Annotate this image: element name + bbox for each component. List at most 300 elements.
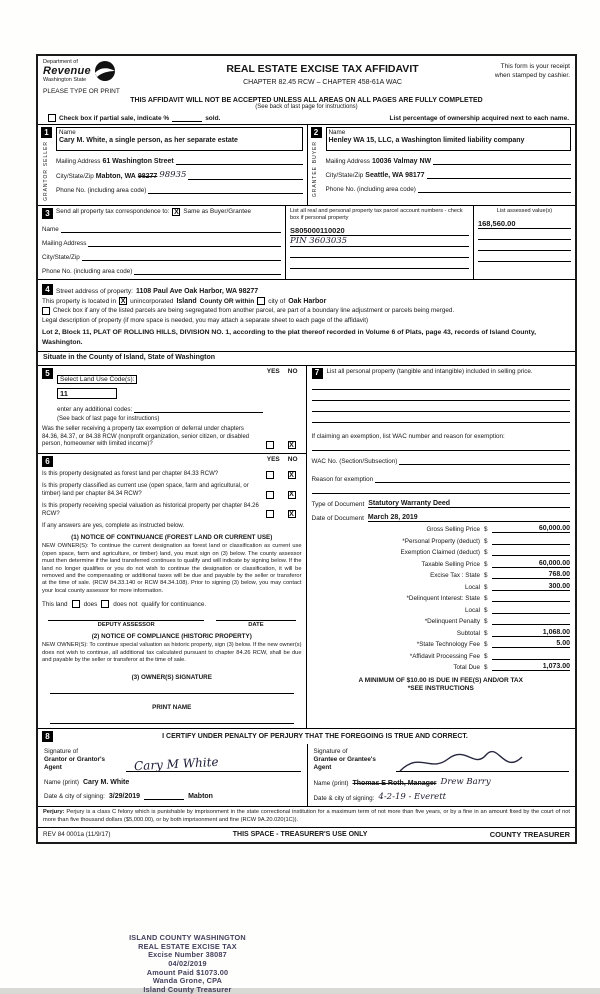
street-address-row [42,284,570,295]
section3-number: 3 [42,208,53,219]
located-in-label: This property is located in [42,298,117,306]
reason-label: Reason for exemption [311,475,374,483]
receipt-note-line2: when stamped by cashier. [494,71,570,79]
seller-name-label: Name [59,129,76,137]
city-of-label: city of [268,298,286,306]
stamp-excise-number: Excise Number 38087 [148,950,227,960]
print-name-label: PRINT NAME [152,704,192,712]
seller-mailing-value: 61 Washington Street [102,158,174,166]
land-use-label: Select Land Use Code(s): [57,375,137,384]
fee-row-gross [312,525,571,533]
right-column [307,366,576,729]
fee-label: *State Technology Fee [416,641,480,649]
use-codes-and-fees-section [38,365,575,729]
perjury-text: Perjury is a class C felony which is punishable by imprisonment in the state correctional institution for a maximum term of not more than five years, or by a fine in an amount fixed by the court of not more than five thousand dollars ($5,000.00), or by both imprisonment and fine (RCW 9A.20.020(1C)). [43,809,570,824]
if-yes-note: If any answers are yes, complete as instructed below. [42,523,185,530]
grantee-signature-row [314,746,570,772]
blank-line [399,456,570,465]
grantor-name-row [44,777,301,786]
fee-value: 768.00 [492,571,570,579]
seller-city-field [56,170,303,180]
reason-field [312,474,571,483]
fee-value [492,594,570,602]
does-label: does [83,601,98,609]
reet-affidavit-form [36,54,577,844]
doc-date-value: March 28, 2019 [368,514,570,522]
fee-row-excise-state [312,571,571,579]
yes-label: YES [266,367,280,375]
land-qualify-row [42,600,302,608]
buyer-mailing-label: Mailing Address [325,158,370,166]
no-label: NO [287,456,298,464]
dollar-sign: $ [484,583,488,591]
grantor-date-value: 3/29/2019 [108,793,141,801]
grantee-signature-label [314,748,392,773]
blank-line [290,247,469,258]
corr-name-label: Name [42,226,59,234]
fee-row-personal-property [312,537,571,545]
grantee-agent-label: Grantee or Grantee's Agent [313,756,376,772]
dollar-sign: $ [484,526,488,534]
fee-value: 1,068.00 [492,629,570,637]
seller-mailing-label: Mailing Address [56,158,101,166]
rev-number: REV 84 0001a (11/9/17) [43,830,111,838]
blank-line [375,474,570,483]
seller-phone-label: Phone No. (including area code) [56,187,147,195]
wac-field [312,456,571,465]
see-back-note: (See back of last page for instructions) [255,104,358,111]
correspondence-fields [38,206,285,279]
receipt-note-line1: This form is your receipt [500,63,570,70]
dollar-sign: $ [484,537,488,545]
washington-state-label: Washington State [43,77,87,84]
grantor-signature-label [44,748,122,773]
located-in-row [42,297,570,305]
partial-sale-percent-blank [172,113,202,122]
fee-label: Local [464,606,480,614]
grantor-signature-script: Cary M White [133,755,219,774]
blank-line [134,404,262,413]
land-use-code-value: 11 [57,388,117,399]
seller-city-label: City/State/Zip [56,173,94,181]
parcel-header: List all real and personal property tax parcel account numbers - check box if personal property [290,208,463,222]
stamp-amount-paid: Amount Paid $1073.00 [146,967,229,977]
fee-label: Subtotal [456,629,480,637]
fee-label: *Delinquent Interest: State [406,595,480,603]
fee-label: Total Due [453,664,480,672]
dollar-sign: $ [484,606,488,614]
notice-continuance-title: (1) NOTICE OF CONTINUANCE (FOREST LAND OR CURRENT USE) [71,534,273,542]
seller-phone-field [56,185,303,194]
warning-line: THIS AFFIDAVIT WILL NOT BE ACCEPTED UNLESS ALL AREAS ON ALL PAGES ARE FULLY COMPLETED [130,97,483,105]
dept-of-label: Department of [43,59,78,65]
chapter-label: CHAPTER 82.45 RCW – CHAPTER 458-61A WAC [243,79,402,86]
signature-columns [38,744,575,806]
current-use-question-row [42,483,302,499]
parcel-number-value: S805000110020 [290,226,469,236]
partial-sale-sold-label: sold. [205,115,221,123]
fee-label: *Affidavit Processing Fee [409,652,480,660]
deputy-assessor-label: DEPUTY ASSESSOR [97,622,155,629]
partial-sale-label: Check box if partial sale, indicate % [59,115,170,123]
seller-name-value: Cary M. White, a single person, as her separate estate [59,137,238,145]
certification-header [38,729,575,744]
certification-section [38,728,575,806]
yes-label: YES [266,456,280,464]
header-left [43,59,195,95]
header-center [195,59,450,95]
grantor-city-value: Mabton [188,793,213,801]
grantor-agent-label: Grantor or Grantor's Agent [44,756,105,772]
buyer-city-label: City/State/Zip [325,172,364,180]
fee-label: Gross Selling Price [426,526,480,534]
grantor-name-value: Cary M. White [83,779,130,787]
segregated-checkbox [42,307,50,315]
unincorporated-label: unincorporated [130,298,174,306]
forest-yes-checkbox [266,471,274,479]
fee-label: *Delinquent Penalty [424,618,480,626]
county-or-label: County OR within [199,298,255,306]
assessed-value: 168,560.00 [478,219,571,229]
blank-line [134,266,281,275]
corr-name-field [42,224,281,233]
forest-no-checkbox: X [289,471,294,479]
additional-codes-label: enter any additional codes: [57,405,133,413]
doc-date-field [312,514,571,522]
doc-type-value: Statutory Warranty Deed [368,500,570,508]
fee-row-processing-fee [312,652,571,660]
same-as-buyer-checkbox: X [174,208,179,216]
dor-logo-text [43,59,91,83]
seller-side-label2: GRANTOR [42,169,49,202]
fee-value: 300.00 [492,583,570,591]
legal-description-label-row [42,317,570,324]
grantor-signature-row [44,746,301,772]
date-city-label: Date & city of signing: [313,795,375,803]
buyer-mailing-field [326,156,572,165]
please-type-label: PLEASE TYPE OR PRINT [43,88,120,96]
blank-line [312,440,571,451]
form-title: REAL ESTATE EXCISE TAX AFFIDAVIT [226,63,419,75]
blank-line [290,258,469,269]
historic-no-checkbox: X [289,510,294,518]
section5-number: 5 [42,368,53,379]
doc-date-label: Date of Document [311,514,364,522]
classification-section [38,454,306,728]
form-header [38,56,575,95]
buyer-name-value: Henley WA 15, LLC, a Washington limited liability company [328,137,525,145]
section6-yes-no-header [267,456,302,463]
seller-rail [40,127,53,201]
fee-row-delinquent-interest-local [312,606,571,614]
correspondence-section [38,205,575,279]
notice-compliance-title: (2) NOTICE OF COMPLIANCE (HISTORIC PROPERTY) [91,633,252,641]
date-city-label: Date & city of signing: [44,793,105,801]
city-of-value: Oak Harbor [288,298,327,306]
stamp-tax-line: REAL ESTATE EXCISE TAX [138,941,237,951]
deferral-question: Was the seller receiving a property tax exemption or deferral under chapters 84.36, 84.37, or 84.38 RCW (nonprofit organization, senior citizen, or disabled person, homeowner with limited income)? [42,425,250,448]
seller-name-field [56,127,303,151]
qualify-label: qualify for continuance. [141,601,207,609]
name-print-label: Name (print) [44,779,79,787]
deputy-assessor-signature-area [48,620,204,628]
signature-of-label: Signature of [44,747,78,755]
grantor-date-row [44,791,301,800]
fee-value: 60,000.00 [492,525,570,533]
legal-description-label: Legal description of property (if more space is needed, you may attach a separate sheet to each page of the affidavit) [42,317,369,325]
left-column [38,366,307,729]
seller-section [38,125,307,205]
dor-logo-icon [94,60,116,82]
segregated-row [42,307,570,315]
section5-yes-no-header [267,368,302,375]
see-instructions-note: *SEE INSTRUCTIONS [407,685,474,693]
fee-label: Local [464,583,480,591]
perjury-label: Perjury: [43,809,65,816]
treasurer-stamp [95,933,280,994]
partial-sale-left [48,113,220,122]
grantee-name-row [314,777,570,787]
fee-row-subtotal [312,629,571,637]
correspondence-header [42,208,281,219]
section2-number: 2 [311,127,322,138]
blank-line [478,229,571,240]
deferral-yes-checkbox [266,441,274,449]
street-address-label: Street address of property: [56,288,133,296]
blank-line [144,791,184,800]
property-location-section [38,279,575,365]
buyer-section [307,125,576,205]
personal-property-header [312,368,571,379]
blank-line [148,185,302,194]
corr-mailing-label: Mailing Address [42,240,87,248]
fee-value: 1,073.00 [492,663,570,671]
perjury-statement [38,806,575,826]
seller-mailing-field [56,156,303,165]
additional-codes-field [57,404,263,413]
county-treasurer-label: COUNTY TREASURER [489,829,570,839]
buyer-side-label2: GRANTEE [312,166,319,198]
historic-yes-checkbox [266,510,274,518]
fee-row-exemption-claimed [312,548,571,556]
does-not-checkbox [101,600,109,608]
situate-line: Situate in the County of Island, State of Washington [38,351,575,362]
fee-row-excise-local [312,583,571,591]
send-correspondence-label: Send all property tax correspondence to: [56,208,170,216]
buyer-phone-field [326,184,572,193]
grantee-signature-area [396,748,570,772]
corr-city-field [42,252,281,261]
dollar-sign: $ [484,549,488,557]
ownership-note: List percentage of ownership acquired next to each name. [389,115,569,123]
current-use-no-checkbox: X [289,491,294,499]
forest-land-question-row [42,471,302,479]
blank-line [312,483,571,494]
wac-label: WAC No. (Section/Subsection) [311,457,398,465]
no-label: NO [287,367,298,375]
current-use-yes-checkbox [266,491,274,499]
grantee-date-row [314,792,570,802]
print-name-line [50,723,294,724]
buyer-mailing-value: 10036 Valmay NW [371,158,432,166]
seller-buyer-section [38,124,575,205]
blank-line [433,156,571,165]
dollar-sign: $ [484,618,488,626]
seller-zip-handwritten: 98935 [159,170,187,181]
section4-number: 4 [42,284,53,295]
owners-signature-line [50,693,294,694]
dor-logo [43,59,195,83]
seller-zip-struck: 98277 [137,173,158,181]
dollar-sign: $ [484,641,488,649]
street-address-value: 1108 Paul Ave Oak Harbor, WA 98277 [135,288,259,296]
grantee-signature-scrawl [396,749,526,775]
county-value: Island [176,298,197,306]
date-label: DATE [248,622,264,629]
parcel-handwritten: PIN 3603035 [290,236,469,247]
fee-label: Exemption Claimed (deduct) [400,549,480,557]
doc-type-field [312,500,571,508]
grantor-signature-area [126,748,301,772]
grantee-date-handwritten: 4-2-19 - Everett [378,792,447,803]
deferral-no-checkbox: X [289,441,294,449]
assessed-value-column [473,206,575,279]
blank-line [88,238,281,247]
current-use-question: Is this property classified as current use (open space, farm and agricultural, or timber) land per chapter 84.34 RCW? [42,483,249,497]
stamp-county-line: ISLAND COUNTY WASHINGTON [129,933,246,942]
deferral-question-row [42,426,302,449]
fee-row-total-due [312,663,571,671]
corr-phone-field [42,266,281,275]
owners-signature-label: (3) OWNER(S) SIGNATURE [131,674,212,682]
grantee-signature-block [307,744,576,806]
fee-value [492,617,570,625]
stamp-treasurer-name: Wanda Grone, CPA [152,976,223,986]
dollar-sign: $ [484,560,488,568]
land-use-section [38,366,306,454]
blank-line [418,184,571,193]
historic-question-row [42,503,302,519]
stamp-treasurer-title: Island County Treasurer [143,984,232,994]
notice-compliance-body: NEW OWNER(S): To continue special valuation as historic property, sign (3) below. If the new owner(s) does not wish to continue, all additional tax calculated pursuant to chapter 84.26 RCW, shall be due and payable by the seller or transferor at the time of sale. [42,642,302,664]
buyer-city-value: Seattle, WA 98177 [365,172,425,180]
signature-of-label: Signature of [313,747,348,755]
parcel-numbers-column [285,206,473,279]
section1-number: 1 [41,127,52,138]
unincorporated-checkbox: X [120,297,126,305]
certify-statement: I CERTIFY UNDER PENALTY OF PERJURY THAT THE FOREGOING IS TRUE AND CORRECT. [162,733,468,741]
blank-line [478,251,571,262]
blank-line [176,156,303,165]
blank-line [188,171,302,180]
corr-mailing-field [42,238,281,247]
does-checkbox [72,600,80,608]
section6-number: 6 [42,456,53,467]
form-footer [38,827,575,842]
grantee-name-handwritten: Drew Barry [440,777,491,788]
minimum-fee-note: A MINIMUM OF $10.00 IS DUE IN FEE(S) AND/OR TAX [358,677,523,685]
dollar-sign: $ [484,629,488,637]
blank-line [82,252,281,261]
section8-number: 8 [42,731,53,742]
blank-line [312,412,571,423]
section7-number: 7 [312,368,323,379]
fee-row-delinquent-interest-state [312,594,571,602]
see-back-note-2: (See back of last page for instructions) [57,415,160,422]
blank-line [61,224,281,233]
city-of-checkbox [257,297,265,305]
dollar-sign: $ [484,652,488,660]
fee-row-technology-fee [312,640,571,648]
blank-line [478,240,571,251]
seller-side-label1: SELLER [42,141,49,167]
historic-question: Is this property receiving special valuation as historical property per chapter 84.26 RCW? [42,502,259,517]
corr-city-label: City/State/Zip [42,254,80,262]
fee-value [492,606,570,614]
treasurer-space-label: THIS SPACE - TREASURER'S USE ONLY [232,830,368,838]
grantee-name-struck: Thomas E Roth, Manager [352,780,437,788]
grantor-signature-block [38,744,307,806]
buyer-name-field [326,127,572,151]
revenue-label: Revenue [43,65,91,78]
exemption-label: If claiming an exemption, list WAC number and reason for exemption: [311,432,505,440]
does-not-label: does not [113,601,138,609]
forest-land-question: Is this property designated as forest land per chapter 84.33 RCW? [42,471,219,478]
buyer-fields [323,127,572,201]
fee-value [492,537,570,545]
partial-sale-row [38,110,575,124]
assessed-header: List assessed value(s) [496,208,553,215]
blank-line [312,379,571,390]
blank-line [427,170,571,179]
fee-row-taxable [312,560,571,568]
notice-continuance-body: NEW OWNER(S): To continue the current designation as forest land or classification as current use (open space, farm and agriculture, or timber) land, you must sign on (3) below. The county assessor must then determine if the land transferred continues to qualify and will indicate by signing below. If the land no longer qualifies or you do not wish to continue the designation or classification, it will be removed and the compensating or additional taxes will be due and payable by the seller or transferor at the time of sale. (RCW 84.33.140 or RCW 84.34.108). Prior to signing (3) below, you may contact your local county assessor for more information. [42,543,302,594]
segregated-text: Check box if any of the listed parcels are being segregated from another parcel, are part of a boundary line adjustment or parcels being merged. [53,307,455,315]
signature-line [48,620,204,621]
seller-city-value: Mabton, WA [95,173,136,181]
dollar-sign: $ [484,572,488,580]
dollar-sign: $ [484,664,488,672]
seller-fields [53,127,303,201]
legal-description-value: Lot 2, Block 11, PLAT OF ROLLING HILLS, DIVISION NO. 1, according to the plat thereof recorded in Volume 6 of Plats, page 43, records of Island County, Washington. [42,329,536,346]
fee-label: Taxable Selling Price [421,560,480,568]
personal-property-label: List all personal property (tangible and intangible) included in selling price. [326,367,533,375]
buyer-phone-label: Phone No. (including area code) [325,186,416,194]
receipt-note [450,59,570,95]
fee-value: 5.00 [492,640,570,648]
buyer-rail [310,127,323,201]
stamp-date: 04/02/2019 [168,958,207,968]
fee-value [492,548,570,556]
fee-row-delinquent-penalty [312,617,571,625]
buyer-side-label1: BUYER [312,141,319,164]
doc-type-label: Type of Document [311,500,365,508]
this-land-label: This land [42,601,68,609]
blank-line [312,390,571,401]
signature-line [216,620,295,621]
blank-line [312,401,571,412]
buyer-city-field [326,170,572,179]
fee-value: 60,000.00 [492,560,570,568]
buyer-name-label: Name [328,129,346,137]
deputy-date-area [216,620,295,628]
corr-phone-label: Phone No. (including area code) [42,268,133,276]
partial-sale-checkbox [48,114,56,122]
name-print-label: Name (print) [313,780,349,788]
dollar-sign: $ [484,595,488,603]
fee-label: Excise Tax : State [430,572,480,580]
fee-value [492,652,570,660]
